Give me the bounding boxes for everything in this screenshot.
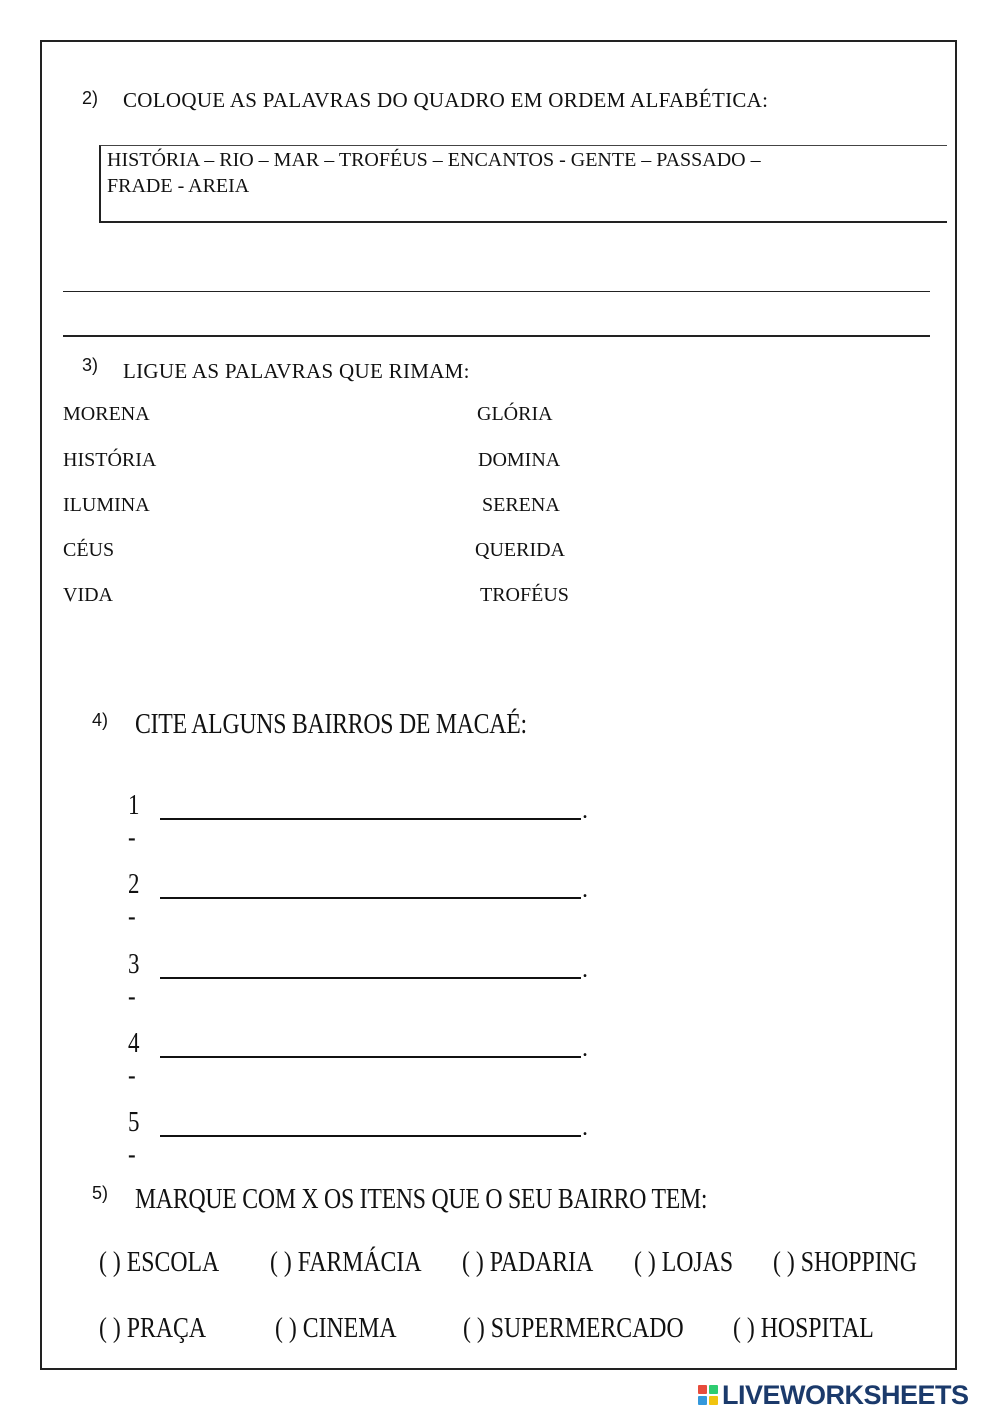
bairro-answer-line[interactable] (160, 1056, 581, 1058)
rhyme-right-word[interactable]: GLÓRIA (477, 403, 553, 425)
checkbox-item[interactable]: ( ) HOSPITAL (733, 1312, 874, 1344)
checkbox-item[interactable]: ( ) SUPERMERCADO (463, 1312, 684, 1344)
answer-line-2[interactable] (63, 335, 930, 337)
q4-title: CITE ALGUNS BAIRROS DE MACAÉ: (135, 708, 527, 740)
rhyme-right-word[interactable]: QUERIDA (475, 539, 565, 561)
q5-number: 5) (92, 1183, 109, 1203)
checkbox-item[interactable]: ( ) CINEMA (275, 1312, 397, 1344)
rhyme-right-word[interactable]: TROFÉUS (480, 584, 569, 606)
logo-square (709, 1385, 718, 1394)
bairro-item-number: 3 - (128, 949, 140, 1012)
rhyme-left-word[interactable]: VIDA (63, 584, 113, 606)
rhyme-right-word[interactable]: DOMINA (478, 449, 561, 471)
bairro-line-end: . (582, 1115, 588, 1141)
word-box (99, 145, 947, 223)
checkbox-item[interactable]: ( ) ESCOLA (99, 1246, 220, 1278)
bairro-item-number: 5 - (128, 1107, 140, 1170)
bairro-line-end: . (582, 877, 588, 903)
checkbox-item[interactable]: ( ) LOJAS (634, 1246, 734, 1278)
bairro-item-number: 4 - (128, 1028, 140, 1091)
word-box-text (107, 147, 927, 199)
logo-square (698, 1396, 707, 1405)
bairro-answer-line[interactable] (160, 818, 581, 820)
liveworksheets-logo-icon (698, 1385, 718, 1405)
q4-number: 4) (92, 710, 109, 730)
word-box-line-1: HISTÓRIA – RIO – MAR – TROFÉUS – ENCANTOS - GENTE – PASSADO – (107, 149, 761, 171)
bairro-answer-line[interactable] (160, 1135, 581, 1137)
q3-number: 3) (82, 355, 99, 375)
q2-title: COLOQUE AS PALAVRAS DO QUADRO EM ORDEM ALFABÉTICA: (123, 88, 769, 112)
answer-line-1[interactable] (63, 291, 930, 292)
rhyme-right-word[interactable]: SERENA (482, 494, 560, 516)
checkbox-item[interactable]: ( ) FARMÁCIA (270, 1246, 422, 1278)
logo-square (698, 1385, 707, 1394)
q3-title: LIGUE AS PALAVRAS QUE RIMAM: (123, 359, 470, 383)
bairro-line-end: . (582, 957, 588, 983)
rhyme-left-word[interactable]: HISTÓRIA (63, 449, 157, 471)
q5-title-wrap (135, 1183, 833, 1216)
rhyme-left-word[interactable]: MORENA (63, 403, 150, 425)
word-box-line-2: FRADE - AREIA (107, 175, 250, 197)
bairro-item-number: 2 - (128, 869, 140, 932)
bairro-answer-line[interactable] (160, 897, 581, 899)
bairro-item-number: 1 - (128, 790, 140, 853)
rhyme-left-word[interactable]: CÉUS (63, 539, 115, 561)
worksheet-frame (40, 40, 957, 1370)
checkbox-item[interactable]: ( ) PADARIA (462, 1246, 594, 1278)
liveworksheets-logo[interactable] (698, 1380, 969, 1410)
bairro-line-end: . (582, 798, 588, 824)
checkbox-item[interactable]: ( ) SHOPPING (773, 1246, 918, 1278)
bairro-line-end: . (582, 1036, 588, 1062)
q5-title: MARQUE COM X OS ITENS QUE O SEU BAIRRO TEM: (135, 1183, 708, 1215)
bairro-answer-line[interactable] (160, 977, 581, 979)
logo-text: LIVEWORKSHEETS (722, 1379, 969, 1410)
q2-number: 2) (82, 88, 99, 108)
logo-square (709, 1396, 718, 1405)
q4-title-wrap (135, 708, 613, 741)
rhyme-left-word[interactable]: ILUMINA (63, 494, 150, 516)
checkbox-item[interactable]: ( ) PRAÇA (99, 1312, 207, 1344)
